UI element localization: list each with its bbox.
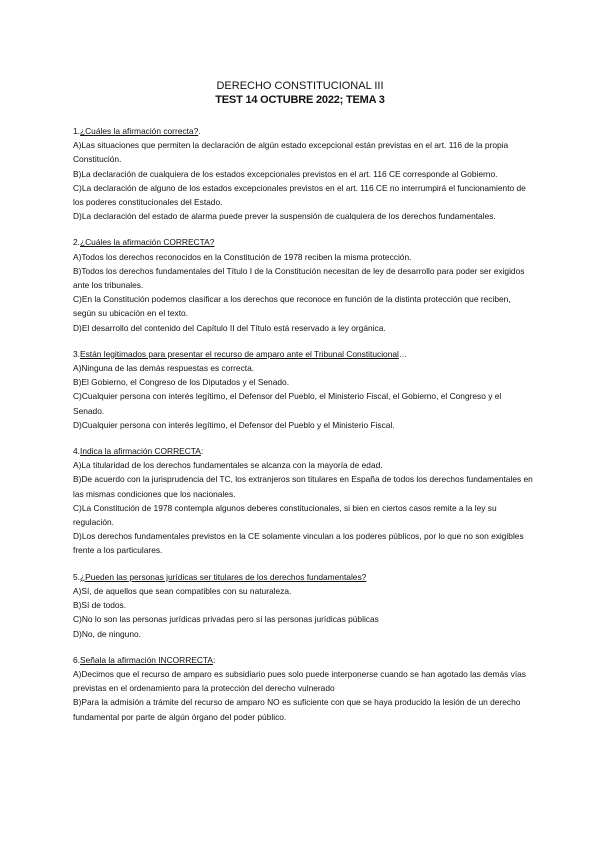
answer-option: A)Las situaciones que permiten la declaración de algún estado excepcional están previstas en el art. 116 de la propia Constitución.: [73, 140, 509, 165]
question-heading: [73, 570, 533, 584]
question-suffix: :: [212, 654, 216, 665]
answer-option: C)Cualquier persona con interés legítimo, el Defensor del Pueblo, el Ministerio Fiscal, el Gobierno, el Congreso y el Senado.: [73, 391, 502, 416]
question-suffix: .: [198, 126, 201, 136]
question-text: ¿Pueden las personas jurídicas ser titulares de los derechos fundamentales?: [80, 571, 367, 582]
answer-option: A)Todos los derechos reconocidos en la Constitución de 1978 reciben la misma protección.: [73, 251, 412, 262]
answer-option: B)La declaración de cualquiera de los estados excepcionales previstos en el art. 116 CE corresponde al Gobierno.: [73, 168, 498, 179]
question-text: Indica la afirmación CORRECTA: [80, 446, 201, 457]
question-number: 4.: [73, 446, 80, 457]
question-suffix: :: [200, 446, 204, 457]
document-subtitle: TEST 14 OCTUBRE 2022; TEMA 3: [215, 94, 385, 106]
answer-option: B)Todos los derechos fundamentales del Título I de la Constitución necesitan de ley de desarrollo para poder ser exigidos ante los tribunales.: [73, 265, 525, 291]
question-number: 6.: [73, 654, 80, 665]
answer-option: D)La declaración del estado de alarma puede prever la suspensión de cualquiera de los derechos fundamentales.: [73, 211, 496, 222]
answer-option: D)No, de ninguno.: [73, 628, 141, 639]
answer-option: C)La declaración de alguno de los estados excepcionales previstos en el art. 116 CE no interrumpirá el funcionamiento de los poderes constitucionales del Estado.: [73, 182, 526, 208]
question-suffix: …: [398, 348, 408, 359]
document-title: DERECHO CONSTITUCIONAL III: [216, 80, 384, 92]
answer-option: B)El Gobierno, el Congreso de los Diputados y el Senado.: [73, 377, 290, 388]
question-heading: [73, 444, 533, 458]
questions-list: [73, 124, 533, 736]
question-5: [73, 570, 533, 641]
question-number: 5.: [73, 571, 80, 582]
question-text: ¿Cuáles la afirmación CORRECTA?: [80, 237, 215, 248]
answer-option: A)Decimos que el recurso de amparo es subsidiario pues solo puede interponerse cuando se han agotado las demás vías previstas en el ordenamiento para la protección del derecho vulnerado: [73, 668, 526, 694]
question-6: [73, 653, 533, 724]
question-3: [73, 347, 533, 432]
question-number: 3.: [73, 348, 80, 359]
answer-option: A)Ninguna de las demás respuestas es correcta.: [73, 363, 255, 374]
answer-option: C)No lo son las personas jurídicas privadas pero sí las personas jurídicas públicas: [73, 614, 379, 625]
question-heading: [73, 653, 533, 667]
question-1: [73, 124, 533, 223]
answer-option: D)El desarrollo del contenido del Capítulo II del Título está reservado a ley orgánica.: [73, 322, 386, 333]
answer-option: D)Cualquier persona con interés legítimo, el Defensor del Pueblo y el Ministerio Fiscal.: [73, 419, 395, 430]
question-4: [73, 444, 533, 558]
answer-option: B)Para la admisión a trámite del recurso de amparo NO es suficiente con que se haya producido la lesión de un derecho fundamental por parte de algún órgano del poder público.: [73, 697, 521, 722]
answer-option: C)La Constitución de 1978 contempla algunos deberes constitucionales, si bien en ciertos casos remite a la ley su regulación.: [73, 502, 497, 528]
question-heading: [73, 124, 533, 138]
answer-option: B)Sí de todos.: [73, 600, 127, 611]
question-number: 1.: [73, 126, 80, 136]
question-text: ¿Cuáles la afirmación correcta?: [80, 126, 199, 136]
question-heading: [73, 235, 533, 249]
answer-option: B)De acuerdo con la jurisprudencia del TC, los extranjeros son titulares en España de todos los derechos fundamentales en las mismas condiciones que los nacionales.: [73, 474, 533, 499]
question-number: 2.: [73, 237, 80, 248]
answer-option: C)En la Constitución podemos clasificar a los derechos que reconoce en función de la distinta protección que reciben, según su ubicación en el texto.: [73, 294, 511, 319]
answer-option: A)La titularidad de los derechos fundamentales se alcanza con la mayoría de edad.: [73, 460, 383, 471]
question-text: Están legitimados para presentar el recurso de amparo ante el Tribunal Constitucional: [80, 348, 399, 359]
question-2: [73, 235, 533, 334]
answer-option: D)Los derechos fundamentales previstos en la CE solamente vinculan a los poderes públicos, por lo que no son exigibles frente a los particulares.: [73, 531, 524, 556]
answer-option: A)Sí, de aquellos que sean compatibles con su naturaleza.: [73, 585, 292, 596]
question-text: Señala la afirmación INCORRECTA: [80, 654, 213, 665]
question-heading: [73, 347, 533, 361]
